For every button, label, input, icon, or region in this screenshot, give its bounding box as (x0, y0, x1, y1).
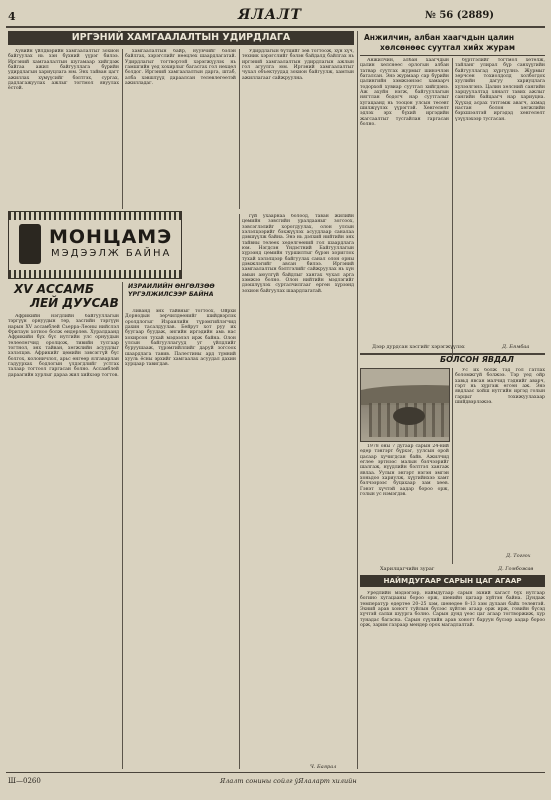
salary-text-right: бүртгэлийг тогтмол хөтөлж, тайланг улирал бүр санхүүгийн байгууллагад хүргүүлнэ. Журмыг зөрчсөн тохиолдолд холбогдох хуулийн дагуу хариуцлага хүлээлгэнэ. Цалин хөлсний сангийн зарцуулалтад хяналт тавих ажлыг сангийн байцаагч нар хариуцна. Хүүхэд асрах тэтгэмж авагч, ахмад настан болон хөгжлийн бэрхшээлтэй иргэдэд хөнгөлөлт үзүүлэхээр тусгасан. (455, 58, 545, 122)
event-photo (360, 368, 450, 442)
montsame-title: МОНЦАМЭ (49, 226, 173, 248)
montsame-logo-icon (19, 224, 41, 264)
salary-headline-line1: Анжилчин, албан хаагчдын цалин (364, 33, 515, 42)
civil-defense-continuation: гүй ухаарнаа болоод, таван жилийн цөмийн зэвсгийн уралдааныг зогсоох, зэвсэглэлийг хорогдуулах, олон улсын хэлэлцээрийг бэхжүүлэх асуудлаар саналаа дэвшүүлж байна. Энэ нь дэлхий нийтийн энх тайвны төлөөх хөдөлгөөний гол шаардлага юм. Нэгдсэн Үндэстний Байгууллагын хүрээнд цөмийн туршилтыг бүрэн хориглох тухай хэлэлцээр байгуулах санал олон орны дэмжлэгийг авсан билээ. Иргэний хамгаалалтын бэлтгэлийг сайжруулах нь хүн амын аюулгүй байдлыг хангах чухал арга хэмжээ болно. Олон нийтийн мэдлэгийг дээшлүүлэх сурталчилгааг өргөн хүрээнд зохион байгуулах шаардлагатай. (242, 214, 354, 294)
civil-defense-col1: Хувийн үйлдвэрийн хамгаалалтыг зохион байгуулах нь хэн бүхний үүрэг билээ. Иргэний хамгаалалтын шугамаар хийгдэж байгаа ажил байгууллага бүрийн удирдлагын хариуцлага юм. Энх тайван цагт ажиллах хүмүүсийг бэлтгэх, сургах, дадлагажуулах ажлыг тогтмол явуулах ёстой. (8, 49, 119, 92)
bolson-signature: Д. Тоггох (506, 553, 531, 559)
weather-text: Уредлийн мэдээгээр, наймдугаар сарын эхний хагаст бүх нутгаар богино хугацааны бороо орж, шөнийн цагаар хүйтэн байна. Дундаж температур өдөртөө 20–25 хэм, шөнөдөө 8–13 хэм дулаан байх төлөвтэй. Эхний арав хоногт туйлын бүсээс хүйтэн агаар орж ирж, говийн бүсэд хүчтэй салхи шуурга болно. Сарын дунд үеэс цаг агаар тогтворжиж, хур тунадас багасна. Сарын сүүлийн арав хоногт баруун бүсээр аадар бороо орж, зарим газраар мөндөр орох магадлалтай. (360, 591, 545, 629)
photo-hill (360, 385, 450, 405)
photo-signature: Д. Гомбожав (498, 566, 534, 572)
column-divider (357, 31, 358, 769)
photo-figure (393, 407, 425, 425)
salary-text-left: Анжилчин, албан хаагчдын цалин хөлснөөс орлогын албан татвар суутгах журмыг шинэчлэн баталсан. Энэ журмаар сар бүрийн цалингийн хэмжээнээс хамаарч тодорхой хувиар суутгал хийгдэнэ. Аж ахуйн нэгж, байгууллагын нягтлан бодогч нар суутгалыг хугацаанд нь тооцон улсын төсөвт шилжүүлэх үүрэгтэй. Хөнгөлөлт эдлэх эрх бүхий иргэдийн жагсаалтыг тусгайлан гаргасан болно. (360, 58, 449, 128)
israel-headline: ИЗРАИЛИЙН ӨНГӨЛЗӨӨ ҮРГЭЛЖИЛСЭЭР БАЙНА (128, 283, 215, 298)
issue-number: № 56 (2889) (425, 10, 495, 21)
montsame-banner (8, 211, 182, 279)
weather-headline: НАЙМДУГААР САРЫН ЦАГ АГААР (360, 575, 545, 587)
paper-title: ЯЛАЛТ (238, 7, 302, 23)
column-divider (239, 214, 240, 769)
bolson-headline: БОЛСОН ЯВДАЛ (440, 355, 514, 364)
decor-strip (9, 270, 181, 278)
xv-headline-line2: ЛЕЙ ДУУСАВ (30, 296, 119, 310)
column-divider (452, 368, 453, 564)
footer-slogan: Ялалт сонины сойлг ўЯлаларт хилийн (220, 777, 357, 785)
footer-rule (6, 772, 545, 773)
xv-assembly-text: Африкийн нэгдлийн байгууллагын тэргүүн орнуудын төр, засгийн тэргүүн нарын XV ассамблей Сьерра-Леоны нийслэл Фритаун хотноо болж өндөрлөв. Хуралдаанд Африкийн бүх бүс нутгийн улс орнуудын төлөөлөгчид оролцож, тивийн тусгаар тогтнол, энх тайван, хөгжлийн асуудлыг хэлэлцэв. Африкийг цөмийн зэвсэггүй бүс болгох, колоничлол, арьс өнгөөр ялгаварлан гадуурхах бодлогын үлдэгдлийг устгах талаар тогтоол гаргасан болно. Ассамблей дараагийн хурлыг дараа жил хийхээр тогтов. (8, 314, 119, 378)
bolson-text-right: Ус их болж тэд гол гатлах боломжгүй болжээ. Тэр үед ойр хавьд явсан малчид тэднийг аварч, гэрт нь хүргэж өгсөн аж. Энэ явдлаас хойш нутгийн иргэд голын гарцыг тохижуулахаар шийдвэрлэжээ. (455, 368, 545, 406)
column-divider (122, 49, 123, 209)
salary-signature: Д. Бямбаа (502, 344, 530, 350)
salary-headline-line2: хөлсөнөөс суутгал хийх журам (380, 43, 515, 52)
section-rule (360, 55, 545, 56)
civil-defense-headline: ИРГЭНИЙ ХАМГААЛАЛТЫН УДИРДЛАГА (8, 31, 354, 45)
civil-defense-col3: Удирдлагын бүтцийг зөв тогтоож, хүн хүч, техник хэрэгслийг бэлэн байдалд байлгах нь иргэний хамгаалалтын удирдлагын ажлын гол агуулга юм. Иргэний хамгаалалтыг чухал объектуудад зохион байгуулж, хамтын ажиллагааг сайжруулна. (242, 49, 354, 81)
page-number: 4 (8, 10, 16, 23)
bolson-text-left: 1978 оны 7 дугаар сарын 24-ний өдөр тэнгэрт бүрхэг, уулсын орой цасаар хучигдсан байв. Ажилчид өглөө эртнээс малын бэлчээрийг шалгаж, нүүдлийн бэлтгэл хангаж явлаа. Уулын энгэрт нэгэн эмгэн хоньдоо хариулж, хүүгийнхээ хамт бэлчээрээс буцахаар зам хөөв. Гэнэт хүчтэй аадар бороо орж, голын ус нэмэгдэв. (360, 444, 449, 498)
photo-caption: Харилцагчийн зураг (380, 566, 435, 572)
column-divider (122, 282, 123, 769)
montsame-subtitle: МЭДЭЭЛЖ БАЙНА (51, 248, 172, 259)
xv-headline-line1: XV АССАМБ (14, 282, 94, 296)
header-rule (6, 26, 545, 28)
print-code: Ш—0260 (8, 777, 41, 785)
decor-strip (9, 212, 181, 220)
article-signature: Ч. Баярал (310, 764, 337, 770)
civil-defense-col2: хамгаалалтын байр, нуувчийг бэлэн байлгах, хэрэгслийг нөөцлөх шаардлагатай. Удирдлагыг тогтвортой хэрэгжүүлэх нь гамшгийн үед хохирлыг багасгах гол нөхцөл болдог. Иргэний хамгаалалтын дарга, штаб, алба хэвшлүүд дараалсан төлөвлөгөөтэй ажилладаг. (125, 49, 236, 87)
salary-caption: Дээр дурдсан хэсгийг хэрэгжүүлэх (372, 344, 465, 350)
israel-article-text: Ливанд энх тайвныг тогтоох, Ойрхи Дорнодын зөрчилдөөнийг шийдвэрлэх оролдлогыг Израилийн түрэмгийлэгчид дахин тасалдуулав. Бейрут хот руу их буугаар буудаж, энгийн иргэдийн амь нас хохирсон тухай мэдээлэл ирж байна. Олон улсын байгууллагууд уг үйлдлийг буруушааж, түрэмгийллийг даруй зогсоох шаардлага тавив. Палестины ард түмний хууль ёсны эрхийг хамгаалах асуудал дахин хурцаар тавигдав. (125, 309, 236, 368)
column-divider (452, 58, 453, 358)
column-divider (239, 49, 240, 209)
